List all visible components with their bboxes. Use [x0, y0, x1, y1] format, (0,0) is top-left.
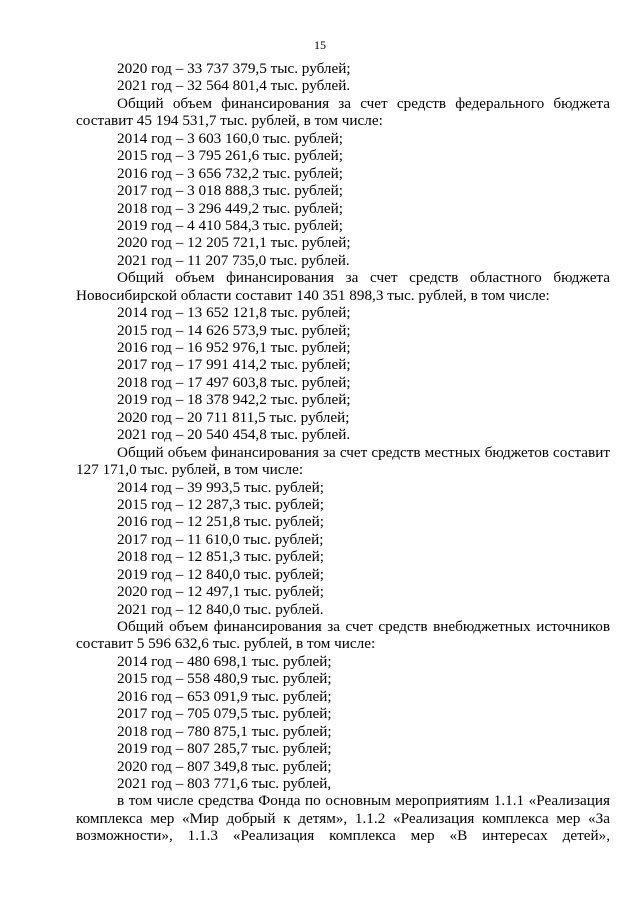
year-line: 2016 год – 3 656 732,2 тыс. рублей;	[117, 164, 344, 182]
year-line: 2019 год – 12 840,0 тыс. рублей;	[117, 565, 325, 583]
year-line: 2020 год – 12 497,1 тыс. рублей;	[117, 583, 325, 601]
extrabudgetary-year-list	[76, 653, 610, 793]
document-body	[76, 60, 610, 845]
year-line: 2020 год – 12 205 721,1 тыс. рублей;	[117, 234, 351, 252]
year-line: 2015 год – 3 795 261,6 тыс. рублей;	[117, 147, 344, 165]
year-line: 2015 год – 14 626 573,9 тыс. рублей;	[117, 321, 351, 339]
year-line: 2018 год – 3 296 449,2 тыс. рублей;	[117, 199, 344, 217]
fund-line3: возможности», 1.1.3 «Реализация комплекса мер «В интересах детей»,	[76, 827, 610, 845]
year-line: 2014 год – 480 698,1 тыс. рублей;	[117, 652, 332, 670]
year-line: 2021 год – 20 540 454,8 тыс. рублей.	[117, 426, 351, 444]
year-line: 2021 год – 803 771,6 тыс. рублей,	[117, 774, 332, 792]
federal-intro-line2: составит 45 194 531,7 тыс. рублей, в том числе:	[76, 112, 383, 130]
year-line: 2020 год – 807 349,8 тыс. рублей;	[117, 757, 332, 775]
year-line: 2015 год – 12 287,3 тыс. рублей;	[117, 495, 325, 513]
year-line: 2020 год – 20 711 811,5 тыс. рублей;	[117, 408, 350, 426]
year-line: 2014 год – 39 993,5 тыс. рублей;	[117, 478, 325, 496]
regional-intro-line2: Новосибирской области составит 140 351 898,3 тыс. рублей, в том числе:	[76, 286, 550, 304]
local-intro-line2: 127 171,0 тыс. рублей, в том числе:	[76, 461, 304, 479]
year-line: 2014 год – 3 603 160,0 тыс. рублей;	[117, 129, 344, 147]
local-intro-line1: Общий объем финансирования за счет средств местных бюджетов составит	[117, 443, 610, 461]
local-year-list	[76, 479, 610, 619]
year-line: 2014 год – 13 652 121,8 тыс. рублей;	[117, 304, 351, 322]
year-line: 2021 год – 32 564 801,4 тыс. рублей.	[117, 77, 351, 95]
year-line: 2019 год – 4 410 584,3 тыс. рублей;	[117, 216, 344, 234]
year-line: 2017 год – 3 018 888,3 тыс. рублей;	[117, 182, 344, 200]
year-line: 2016 год – 12 251,8 тыс. рублей;	[117, 513, 325, 531]
year-line: 2017 год – 17 991 414,2 тыс. рублей;	[117, 356, 351, 374]
year-line: 2018 год – 12 851,3 тыс. рублей;	[117, 548, 325, 566]
federal-year-list	[76, 130, 610, 270]
year-line: 2019 год – 807 285,7 тыс. рублей;	[117, 740, 332, 758]
fund-line1: в том числе средства Фонда по основным мероприятиям 1.1.1 «Реализация	[117, 792, 610, 810]
year-line: 2021 год – 11 207 735,0 тыс. рублей.	[117, 251, 350, 269]
fund-line2: комплекса мер «Мир добрый к детям», 1.1.2 «Реализация комплекса мер «За	[76, 809, 610, 827]
year-line: 2018 год – 780 875,1 тыс. рублей;	[117, 722, 332, 740]
year-line: 2016 год – 16 952 976,1 тыс. рублей;	[117, 339, 351, 356]
year-line: 2021 год – 12 840,0 тыс. рублей.	[117, 600, 324, 618]
page-number: 15	[314, 38, 326, 52]
year-line: 2017 год – 11 610,0 тыс. рублей;	[117, 530, 324, 548]
year-line: 2016 год – 653 091,9 тыс. рублей;	[117, 687, 332, 705]
year-line: 2019 год – 18 378 942,2 тыс. рублей;	[117, 391, 351, 409]
regional-year-list	[76, 304, 610, 444]
extrabudgetary-intro-line1: Общий объем финансирования за счет средств внебюджетных источников	[117, 618, 610, 635]
federal-intro-line1: Общий объем финансирования за счет средств федерального бюджета	[117, 94, 610, 112]
year-line: 2017 год – 705 079,5 тыс. рублей;	[117, 705, 332, 723]
year-line: 2020 год – 33 737 379,5 тыс. рублей;	[117, 60, 351, 77]
year-line: 2018 год – 17 497 603,8 тыс. рублей;	[117, 373, 351, 391]
regional-intro-line1: Общий объем финансирования за счет средств областного бюджета	[117, 269, 610, 287]
year-line: 2015 год – 558 480,9 тыс. рублей;	[117, 670, 332, 688]
extrabudgetary-intro-line2: составит 5 596 632,6 тыс. рублей, в том числе:	[76, 635, 376, 653]
